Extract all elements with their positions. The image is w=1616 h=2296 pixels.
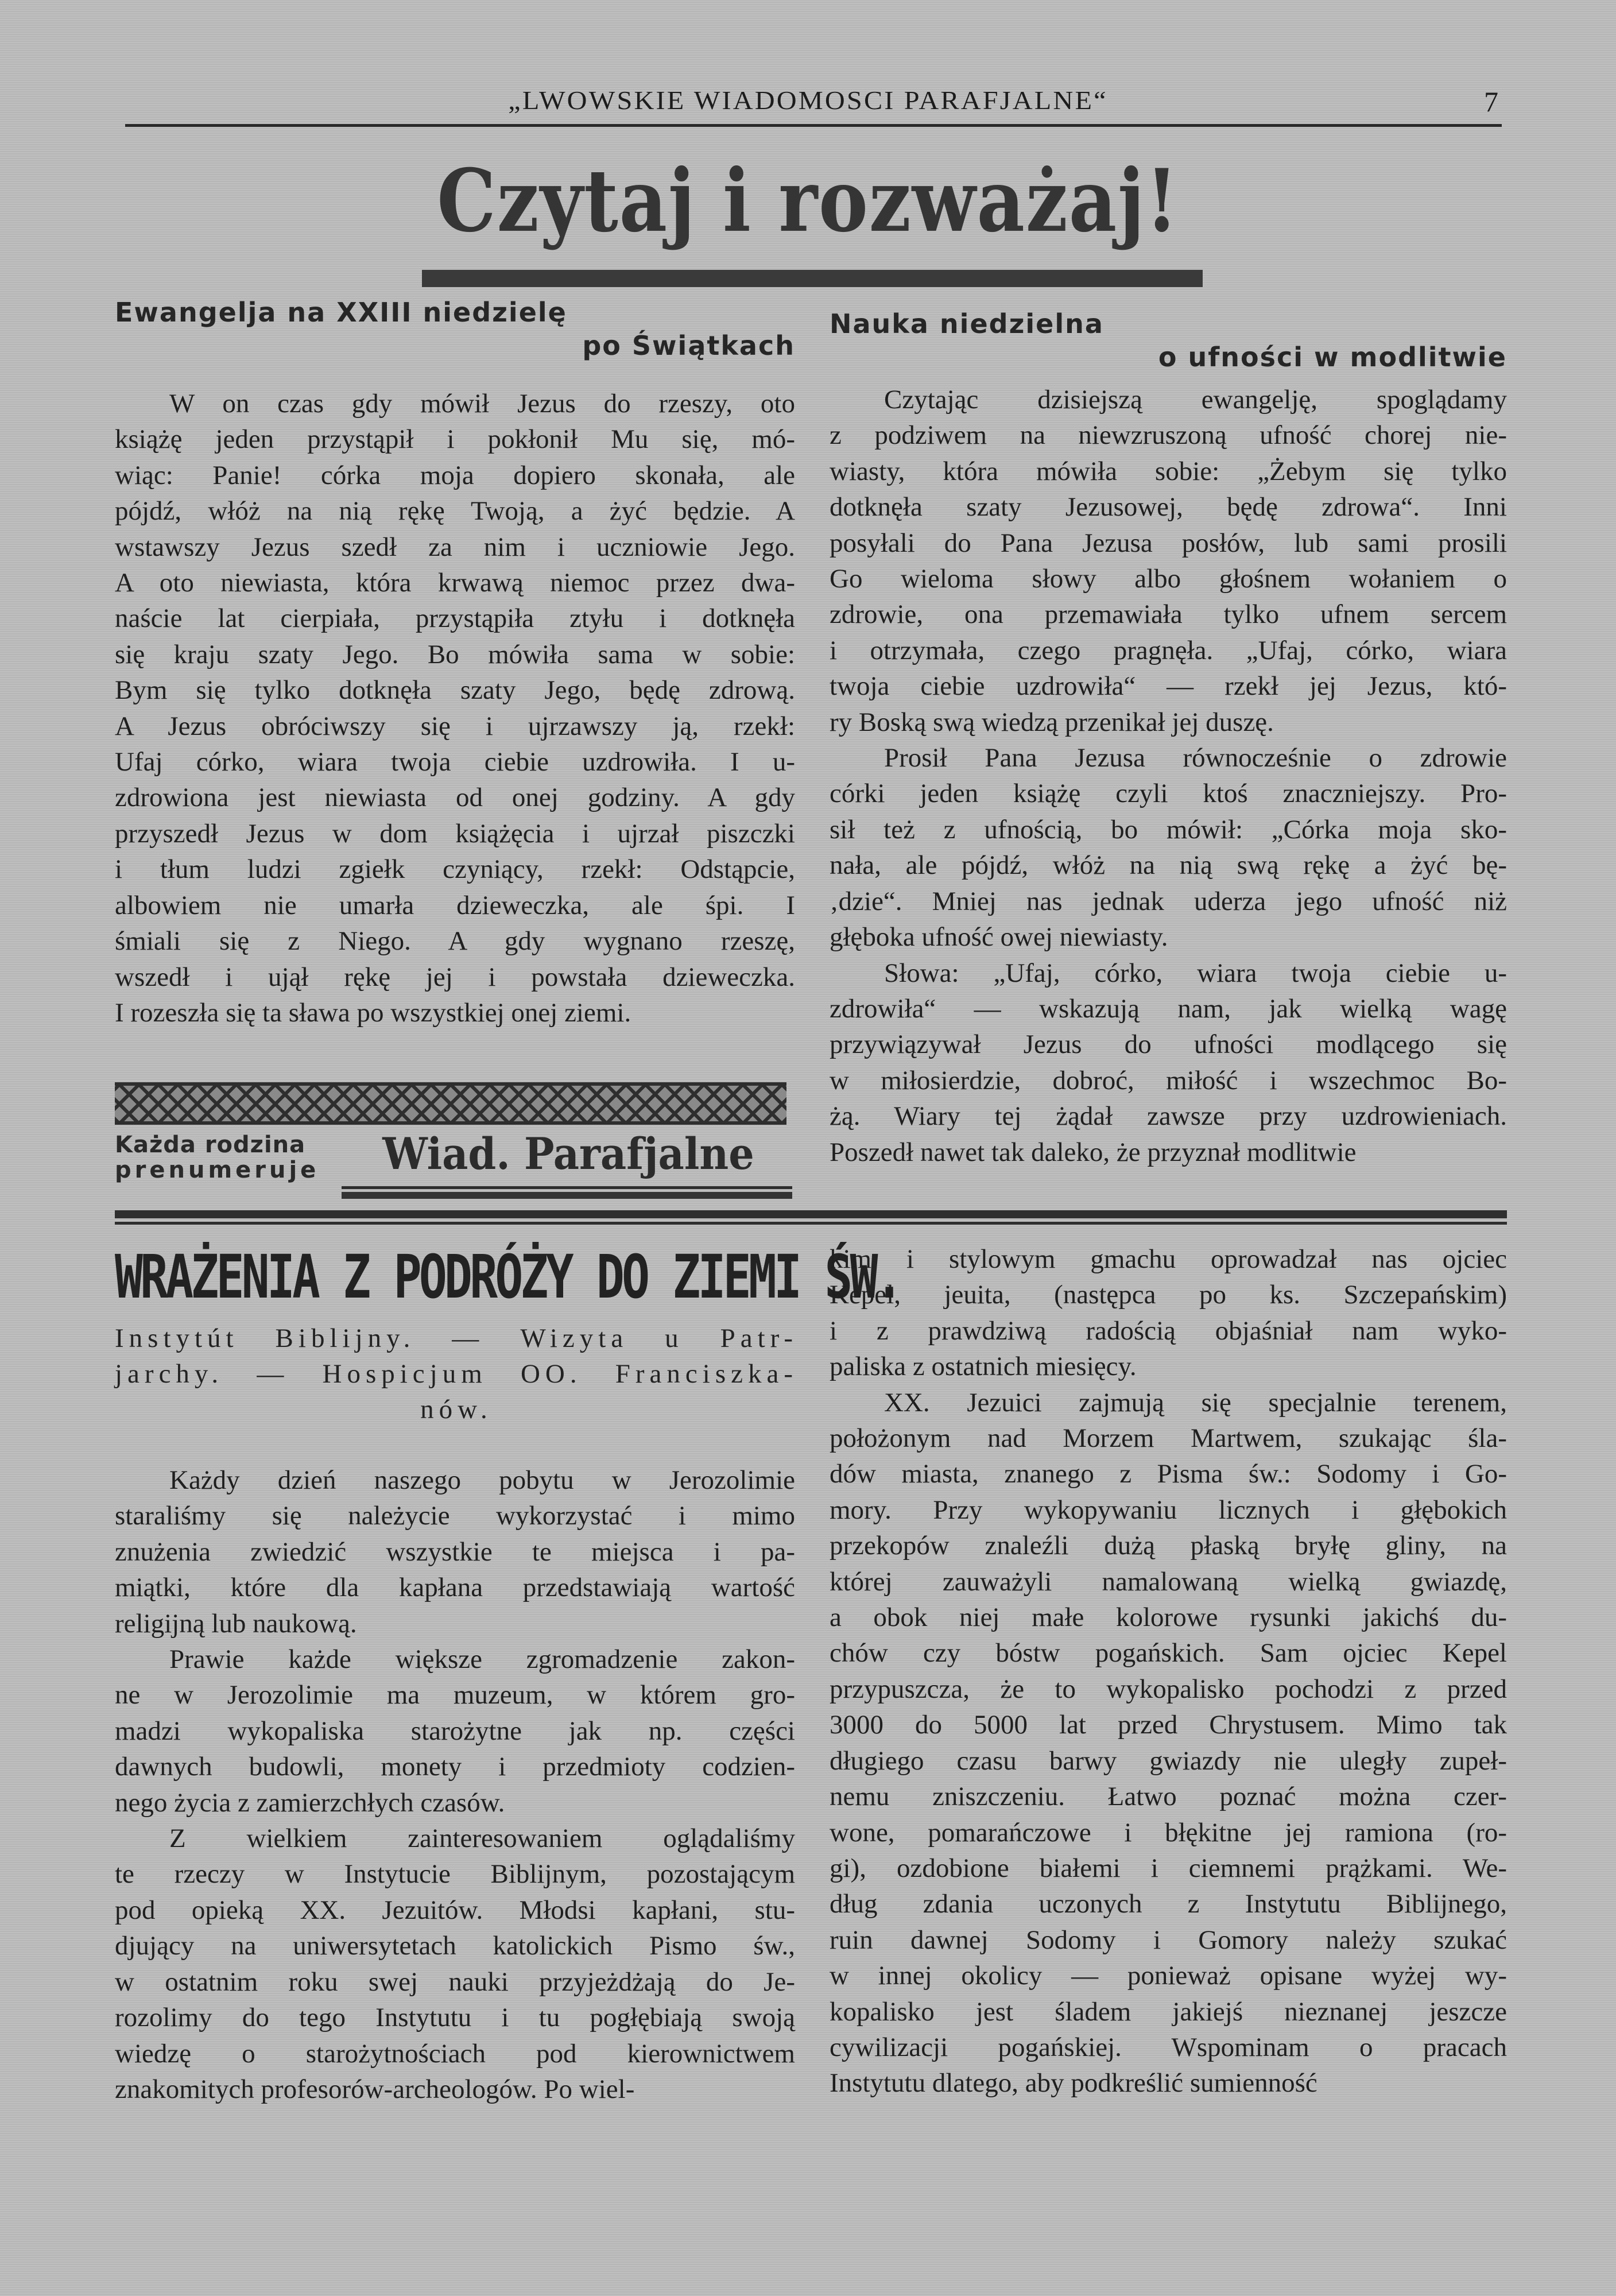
text-line: żą. Wiary tej żądał zawsze przy uzdrowieniach. <box>830 1101 1507 1132</box>
text-line: gi), ozdobione białemi i ciemnemi prążkami. We- <box>830 1853 1507 1883</box>
text-line: wiąc: Panie! córka moja dopiero skonała, ale <box>115 460 795 490</box>
text-line: Poszedł nawet tak daleko, że przyznał modlitwie <box>830 1137 1357 1167</box>
text-line: której zauważyli namalowaną wielką gwiazdę, <box>830 1566 1507 1597</box>
text-line: głęboka ufność owej niewiasty. <box>830 922 1168 953</box>
text-line: z podziwem na niewzruszoną ufność chorej nie- <box>830 420 1507 451</box>
text-line: te rzeczy w Instytucie Biblijnym, pozostającym <box>115 1859 795 1890</box>
text-line: córki jeden książę czyli ktoś znaczniejszy. Pro- <box>830 779 1507 809</box>
text-line: mory. Przy wykopywaniu licznych i głębokich <box>830 1494 1507 1525</box>
gospel-heading-line2: po Świątkach <box>582 330 795 361</box>
sermon-text <box>830 382 1507 1170</box>
subtitle-line: Instytút Biblijny. — Wizyta u Patr- <box>115 1323 798 1353</box>
page-number: 7 <box>1484 86 1498 118</box>
paragraph <box>115 1821 795 2107</box>
text-line: sił też z ufnością, bo mówił: „Córka moja sko- <box>830 814 1507 845</box>
paragraph <box>830 955 1507 1170</box>
text-line: wiasty, która mówiła sobie: „Żebym się tylko <box>830 456 1507 486</box>
text-line: a obok niej małe kolorowe rysunki jakichś du- <box>830 1602 1507 1633</box>
text-line: zdrowiona jest niewiasta od onej godziny. A gdy <box>115 783 795 813</box>
text-line: Czytając dzisiejszą ewangelję, spoglądamy <box>884 385 1507 415</box>
text-line: XX. Jezuici zajmują się specjalnie terenem, <box>884 1387 1507 1418</box>
paragraph <box>830 382 1507 740</box>
text-line: madzi wykopaliska starożytne jak np. części <box>115 1716 795 1746</box>
text-line: chów czy bóstw pogańskich. Sam ojciec Kepel <box>830 1638 1507 1668</box>
text-line: dawnych budowli, monety i przedmioty codzien- <box>115 1752 795 1782</box>
text-line: zdrowie, ona przemawiała tylko ufnem sercem <box>830 599 1507 630</box>
text-line: dów miasta, znanego z Pisma św.: Sodomy i Go- <box>830 1459 1507 1489</box>
text-line: Kepel, jeuita, (następca po ks. Szczepańskim) <box>830 1280 1507 1310</box>
text-line: Ufaj córko, wiara twoja ciebie uzdrowiła. I u- <box>115 747 795 777</box>
text-line: przywiązywał Jezus do ufności modlącego się <box>830 1029 1507 1060</box>
travel-article-subtitle <box>115 1321 798 1427</box>
text-line: Instytutu dlatego, aby podkreślić sumienność <box>830 2068 1317 2098</box>
text-line: dotknęła szaty Jezusowej, będę zdrowa“. Inni <box>830 492 1507 522</box>
text-line: I rozeszła się ta sława po wszystkiej onej ziemi. <box>115 997 631 1028</box>
text-line: pod opieką XX. Jezuitów. Młodsi kapłani, stu- <box>115 1895 795 1925</box>
text-line: naście lat cierpiała, przystąpiła ztyłu i dotknęła <box>115 603 795 634</box>
text-line: i tłum ludzi zgiełk czyniący, rzekł: Odstąpcie, <box>115 854 795 885</box>
text-line: znakomitych profesorów-archeologów. Po wiel- <box>115 2074 635 2104</box>
text-line: znużenia zwiedzić wszystkie te miejsca i pa- <box>115 1536 795 1567</box>
paragraph <box>830 1385 1507 2101</box>
title-underline-bar <box>422 270 1203 287</box>
gospel-heading <box>115 296 795 362</box>
text-line: staraliśmy się należycie wykorzystać i mimo <box>115 1501 795 1531</box>
text-line: ‚dzie“. Mniej nas jednak uderza jego ufność niż <box>830 886 1507 916</box>
text-line: nała, ale pójdź, włóż na nią swą rękę a żyć bę- <box>830 850 1507 881</box>
promo-title: Wiad. Parafjalne <box>382 1128 754 1179</box>
text-line: przyszedł Jezus w dom książęcia i ujrzał piszczki <box>115 818 795 849</box>
text-line: przekopów znaleźli dużą płaską bryłę gliny, na <box>830 1531 1507 1561</box>
text-line: dług zdania uczonych z Instytutu Biblijnego, <box>830 1889 1507 1919</box>
text-line: twoja ciebie uzdrowiła“ — rzekł jej Jezus, któ- <box>830 671 1507 702</box>
text-line: Słowa: „Ufaj, córko, wiara twoja ciebie u- <box>884 958 1507 988</box>
text-line: Prawie każde większe zgromadzenie zakon- <box>169 1644 795 1675</box>
text-line: ruin dawnej Sodomy i Gomory należy szukać <box>830 1925 1507 1955</box>
text-line: rozolimy do tego Instytutu i tu pogłębiają swoją <box>115 2003 795 2033</box>
sermon-heading-line1: Nauka niedzielna <box>830 308 1104 339</box>
text-line: zdrowiła“ — wskazują nam, jak wielką wagę <box>830 993 1507 1024</box>
text-line: 3000 do 5000 lat przed Chrystusem. Mimo tak <box>830 1710 1507 1740</box>
text-line: religijną lub naukową. <box>115 1608 357 1639</box>
text-line: wone, pomarańczowe i błękitne jej ramiona (ro- <box>830 1817 1507 1848</box>
text-line: i z prawdziwą radością objaśniał nam wyko- <box>830 1315 1507 1346</box>
page-title: Czytaj i rozważaj! <box>437 150 1179 251</box>
section-divider-thin <box>115 1222 1507 1225</box>
text-line: Bym się tylko dotknęła szaty Jego, będę zdrową. <box>115 675 795 706</box>
text-line: A Jezus obróciwszy się i ujrzawszy ją, rzekł: <box>115 711 795 741</box>
text-line: cywilizacji pogańskiej. Wspominam o pracach <box>830 2032 1507 2062</box>
paragraph <box>115 1641 795 1821</box>
text-line: kopalisko jest śladem jakiejś nieznanej jeszcze <box>830 1996 1507 2027</box>
text-line: nego życia z zamierzchłych czasów. <box>115 1787 505 1818</box>
text-line: śmiali się z Niego. A gdy wygnano rzeszę, <box>115 926 795 957</box>
header-rule <box>125 124 1502 127</box>
travel-text-left <box>115 1462 795 2107</box>
paragraph <box>830 1241 1507 1385</box>
promo-line1: Każda rodzina <box>115 1132 306 1158</box>
text-line: kim i stylowym gmachu oprowadzał nas ojciec <box>830 1244 1507 1274</box>
travel-article-title: WRAŻENIA Z PODRÓŻY DO ZIEMI ŚW. <box>115 1242 901 1312</box>
gospel-text <box>115 386 795 1031</box>
paragraph <box>830 740 1507 955</box>
text-line: wstawszy Jezus szedł za nim i uczniowie Jego. <box>115 532 795 562</box>
text-line: wiedzę o starożytnościach pod kierownictwem <box>115 2038 795 2069</box>
promo-tagline <box>115 1132 356 1183</box>
text-line: W on czas gdy mówił Jezus do rzeszy, oto <box>169 389 795 419</box>
promo-line2: prenumeruje <box>115 1157 320 1183</box>
text-line: djujący na uniwersytetach katolickich Pismo św., <box>115 1931 795 1961</box>
running-header: „LWOWSKIE WIADOMOSCI PARAFJALNE“ <box>508 86 1108 115</box>
text-line: A oto niewiasta, która krwawą niemoc przez dwa- <box>115 568 795 598</box>
text-line: paliska z ostatnich miesięcy. <box>830 1352 1137 1382</box>
sermon-heading-line2: o ufności w modlitwie <box>1158 342 1507 373</box>
text-line: albowiem nie umarła dzieweczka, ale śpi. I <box>115 890 795 920</box>
text-line: miątki, które dla kapłana przedstawiają wartość <box>115 1573 795 1603</box>
text-line: Każdy dzień naszego pobytu w Jerozolimie <box>169 1465 795 1495</box>
text-line: i otrzymała, czego pragnęła. „Ufaj, córko, wiara <box>830 635 1507 665</box>
text-line: w innej okolicy — ponieważ opisane wyżej wy- <box>830 1961 1507 1991</box>
text-line: wszedł i ujął rękę jej i powstała dzieweczka. <box>115 962 795 992</box>
text-line: ne w Jerozolimie ma muzeum, w którem gro- <box>115 1680 795 1710</box>
text-line: w ostatnim roku swej nauki przyjeżdżają do Je- <box>115 1966 795 1997</box>
gospel-heading-line1: Ewangelja na XXIII niedzielę <box>115 297 567 328</box>
promo-rule-thick <box>342 1192 792 1199</box>
text-line: nemu zniszczeniu. Łatwo poznać można czer- <box>830 1782 1507 1812</box>
text-line: Prosił Pana Jezusa równocześnie o zdrowie <box>884 743 1507 773</box>
text-line: długiego czasu barwy gwiazdy nie uległy zupeł- <box>830 1745 1507 1776</box>
decorative-ornament-band <box>115 1082 786 1125</box>
paragraph <box>115 1462 795 1641</box>
subtitle-line: jarchy. — Hospicjum OO. Franciszka- <box>115 1359 798 1389</box>
sermon-heading <box>830 307 1507 374</box>
text-line: pójdź, włóż na nią rękę Twoją, a żyć będzie. A <box>115 496 795 526</box>
text-line: posyłali do Pana Jezusa posłów, lub sami prosili <box>830 528 1507 558</box>
text-line: się kraju szaty Jego. Bo mówiła sama w sobie: <box>115 639 795 669</box>
text-line: w miłosierdzie, dobroć, miłość i wszechmoc Bo- <box>830 1065 1507 1095</box>
text-line: Z wielkiem zainteresowaniem oglądaliśmy <box>169 1823 795 1854</box>
text-line: książę jeden przystąpił i pokłonił Mu się, mó- <box>115 424 795 455</box>
text-line: Go wieloma słowy albo głośnem wołaniem o <box>830 564 1507 594</box>
promo-rule-thin <box>342 1186 792 1189</box>
travel-text-right <box>830 1241 1507 2101</box>
text-line: przypuszcza, że to wykopalisko pochodzi z przed <box>830 1674 1507 1704</box>
section-divider-thick <box>115 1210 1507 1218</box>
subtitle-line: nów. <box>420 1395 493 1424</box>
text-line: położonym nad Morzem Martwem, szukając śla- <box>830 1423 1507 1454</box>
text-line: ry Boską swą wiedzą przenikał jej duszę. <box>830 707 1274 737</box>
